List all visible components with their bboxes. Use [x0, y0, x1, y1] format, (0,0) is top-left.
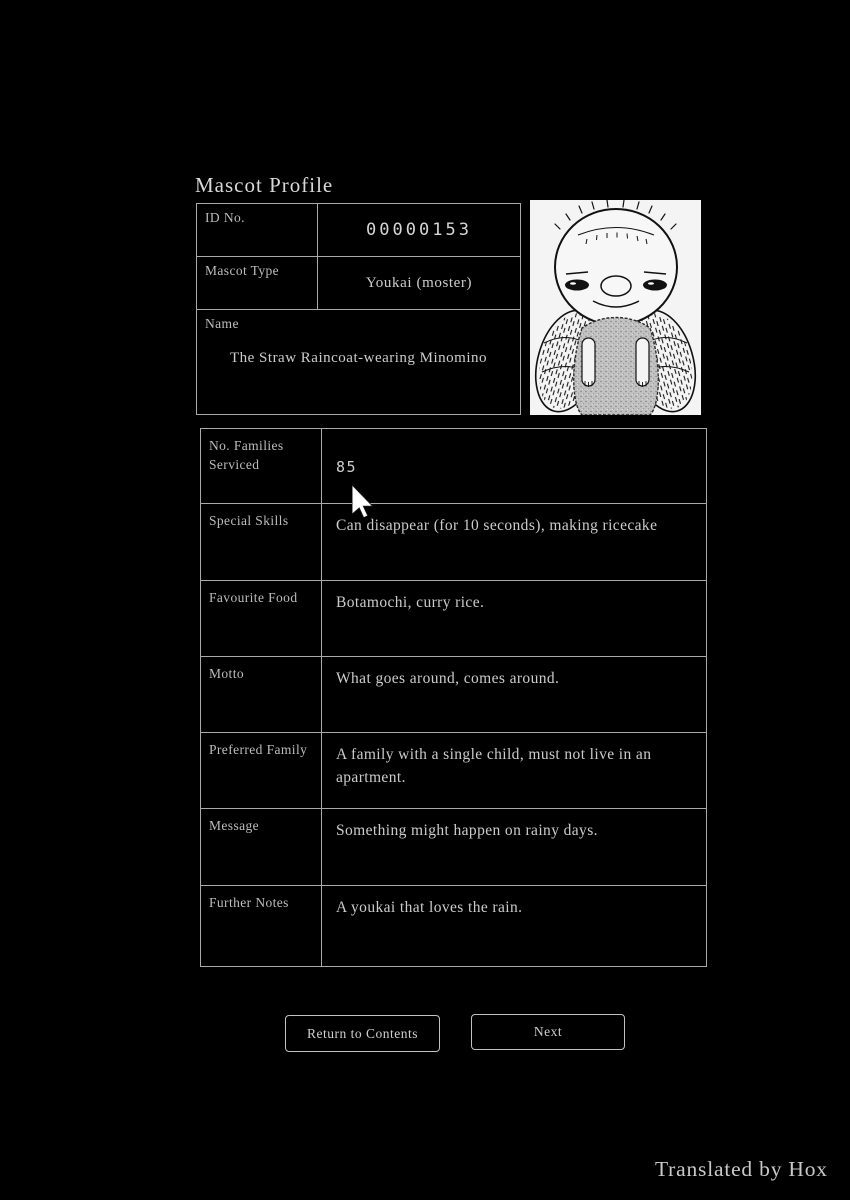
further-notes-label: Further Notes: [201, 886, 322, 966]
details-table: [200, 428, 707, 967]
families-serviced-value: 85: [336, 458, 358, 476]
preferred-family-value: A family with a single child, must not live in an apartment.: [336, 746, 652, 787]
cursor-icon: [352, 485, 373, 518]
profile-row-type: [197, 256, 520, 309]
mascot-illustration: [530, 200, 701, 415]
return-to-contents-button[interactable]: Return to Contents: [285, 1015, 440, 1052]
motto-value: What goes around, comes around.: [336, 670, 560, 687]
row-motto: [201, 656, 706, 732]
profile-card: [196, 203, 521, 415]
special-skills-label: Special Skills: [201, 504, 322, 580]
mascot-type-value: Youkai (moster): [365, 274, 473, 291]
id-value: 00000153: [366, 220, 472, 240]
translator-credit: Translated by Hox: [655, 1157, 828, 1181]
name-label: Name: [205, 316, 239, 331]
favourite-food-value: Botamochi, curry rice.: [336, 594, 485, 611]
mascot-type-label: Mascot Type: [197, 257, 318, 309]
mascot-portrait: [530, 200, 701, 415]
row-special-skills: [201, 503, 706, 580]
message-label: Message: [201, 809, 322, 885]
id-label: ID No.: [197, 204, 318, 256]
page-title: Mascot Profile: [195, 173, 334, 197]
special-skills-value: Can disappear (for 10 seconds), making ricecake: [336, 517, 658, 534]
families-serviced-label: No. Families Serviced: [201, 429, 322, 503]
profile-row-name: [197, 309, 520, 414]
row-message: [201, 808, 706, 885]
next-button[interactable]: Next: [471, 1014, 625, 1050]
row-favourite-food: [201, 580, 706, 656]
row-preferred-family: [201, 732, 706, 808]
profile-row-id: [197, 204, 520, 256]
preferred-family-label: Preferred Family: [201, 733, 322, 808]
favourite-food-label: Favourite Food: [201, 581, 322, 656]
row-further-notes: [201, 885, 706, 966]
motto-label: Motto: [201, 657, 322, 732]
message-value: Something might happen on rainy days.: [336, 822, 598, 839]
further-notes-value: A youkai that loves the rain.: [336, 899, 523, 916]
name-value: The Straw Raincoat-wearing Minomino: [229, 350, 488, 366]
row-families-serviced: [201, 429, 706, 503]
